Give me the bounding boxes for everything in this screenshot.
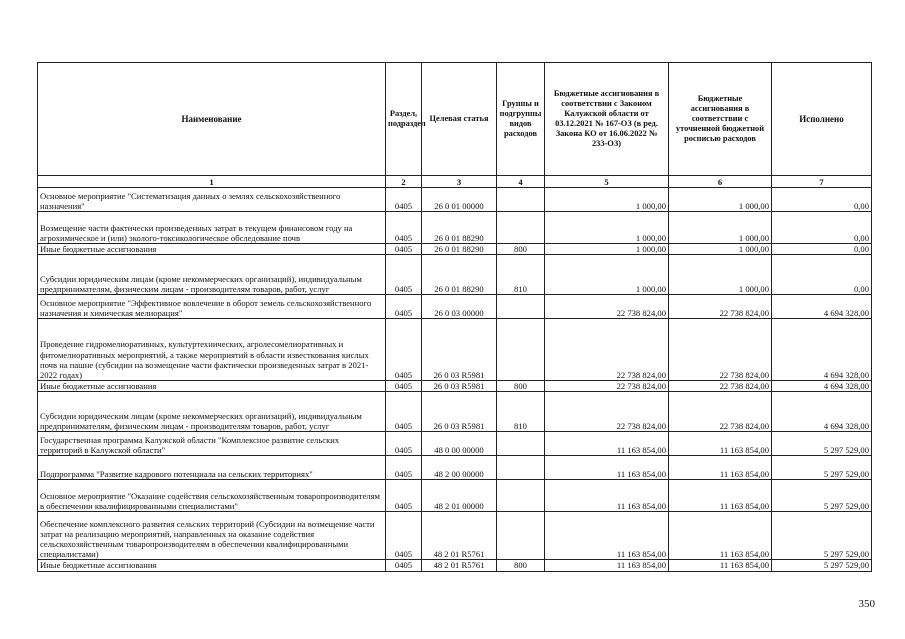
- header-executed: Исполнено: [772, 63, 872, 176]
- row-target: 48 0 00 00000: [422, 432, 497, 456]
- row-executed-amount: 5 297 529,00: [772, 456, 872, 480]
- row-refined-amount: 1 000,00: [669, 188, 772, 212]
- row-executed-amount: 5 297 529,00: [772, 512, 872, 560]
- row-group: [497, 456, 545, 480]
- row-refined-amount: 1 000,00: [669, 244, 772, 255]
- header-section: Раздел, подраздел: [386, 63, 422, 176]
- column-number: 4: [497, 176, 545, 188]
- row-target: 26 0 03 R5981: [422, 319, 497, 381]
- row-executed-amount: 4 694 328,00: [772, 381, 872, 392]
- row-name: Государственная программа Калужской области "Комплексное развитие сельских территорий в Калужской области": [38, 432, 386, 456]
- row-section: 0405: [386, 295, 422, 319]
- row-target: 26 0 01 88290: [422, 255, 497, 295]
- row-target: 26 0 01 88290: [422, 212, 497, 244]
- row-refined-amount: 1 000,00: [669, 212, 772, 244]
- row-refined-amount: 11 163 854,00: [669, 456, 772, 480]
- table-row: [38, 212, 872, 244]
- column-number: 6: [669, 176, 772, 188]
- row-group: [497, 432, 545, 456]
- row-section: 0405: [386, 432, 422, 456]
- row-group: [497, 512, 545, 560]
- row-executed-amount: 0,00: [772, 255, 872, 295]
- row-refined-amount: 11 163 854,00: [669, 480, 772, 512]
- row-target: 48 2 01 R5761: [422, 560, 497, 571]
- row-law-amount: 22 738 824,00: [545, 381, 669, 392]
- row-section: 0405: [386, 512, 422, 560]
- row-group: [497, 295, 545, 319]
- column-number: 5: [545, 176, 669, 188]
- page-number: 350: [858, 598, 875, 610]
- row-law-amount: 11 163 854,00: [545, 480, 669, 512]
- header-refined: Бюджетные ассигнования в соответствии с уточненной бюджетной росписью расходов: [669, 63, 772, 176]
- row-group: [497, 212, 545, 244]
- row-executed-amount: 5 297 529,00: [772, 480, 872, 512]
- row-name: Подпрограмма "Развитие кадрового потенциала на сельских территориях": [38, 456, 386, 480]
- row-refined-amount: 11 163 854,00: [669, 512, 772, 560]
- row-name: Субсидии юридическим лицам (кроме некоммерческих организаций), индивидуальным предпринимателям, физическим лицам - производителям товаров, работ, услуг: [38, 255, 386, 295]
- row-target: 48 2 01 00000: [422, 480, 497, 512]
- table-row: [38, 319, 872, 381]
- table-row: [38, 512, 872, 560]
- row-target: 48 2 00 00000: [422, 456, 497, 480]
- row-name: Иные бюджетные ассигнования: [38, 381, 386, 392]
- row-name: Основное мероприятие "Эффективное вовлечение в оборот земель сельскохозяйственного назначения и химическая мелиорация": [38, 295, 386, 319]
- table-row: [38, 456, 872, 480]
- header-name: Наименование: [38, 63, 386, 176]
- table-row: [38, 295, 872, 319]
- row-section: 0405: [386, 319, 422, 381]
- table-row: [38, 560, 872, 571]
- row-group: [497, 480, 545, 512]
- row-group: 810: [497, 392, 545, 432]
- row-refined-amount: 22 738 824,00: [669, 319, 772, 381]
- row-target: 26 0 03 R5981: [422, 392, 497, 432]
- row-executed-amount: 0,00: [772, 212, 872, 244]
- row-law-amount: 22 738 824,00: [545, 392, 669, 432]
- row-executed-amount: 4 694 328,00: [772, 392, 872, 432]
- row-executed-amount: 0,00: [772, 188, 872, 212]
- table-row: [38, 188, 872, 212]
- row-law-amount: 11 163 854,00: [545, 456, 669, 480]
- row-refined-amount: 22 738 824,00: [669, 381, 772, 392]
- row-section: 0405: [386, 560, 422, 571]
- header-law: Бюджетные ассигнования в соответствии с Законом Калужской области от 03.12.2021 № 167-ОЗ (в ред. Закона КО от 16.06.2022 № 233-ОЗ): [545, 63, 669, 176]
- row-law-amount: 1 000,00: [545, 212, 669, 244]
- row-section: 0405: [386, 392, 422, 432]
- row-law-amount: 22 738 824,00: [545, 319, 669, 381]
- row-executed-amount: 4 694 328,00: [772, 295, 872, 319]
- header-row: [38, 63, 872, 176]
- table-row: [38, 255, 872, 295]
- budget-table: [37, 62, 872, 572]
- row-name: Иные бюджетные ассигнования: [38, 244, 386, 255]
- table-row: [38, 392, 872, 432]
- row-target: 26 0 01 88290: [422, 244, 497, 255]
- row-name: Проведение гидромелиоративных, культуртехнических, агролесомелиоративных и фитомелиоративных мероприятий, а также мероприятий в области известкования кислых почв на пашне (субсидии на возмещение части фактически произведенных затрат в 2021-2022 годах): [38, 319, 386, 381]
- row-executed-amount: 5 297 529,00: [772, 432, 872, 456]
- row-target: 26 0 03 00000: [422, 295, 497, 319]
- row-group: 800: [497, 381, 545, 392]
- table-row: [38, 480, 872, 512]
- row-section: 0405: [386, 255, 422, 295]
- row-section: 0405: [386, 456, 422, 480]
- table-row: [38, 381, 872, 392]
- row-law-amount: 11 163 854,00: [545, 560, 669, 571]
- column-number: 1: [38, 176, 386, 188]
- column-number: 2: [386, 176, 422, 188]
- header-groups: Группы и подгруппы видов расходов: [497, 63, 545, 176]
- row-name: Иные бюджетные ассигнования: [38, 560, 386, 571]
- row-section: 0405: [386, 381, 422, 392]
- row-section: 0405: [386, 480, 422, 512]
- row-target: 26 0 03 R5981: [422, 381, 497, 392]
- row-name: Основное мероприятие "Систематизация данных о землях сельскохозяйственного назначения": [38, 188, 386, 212]
- row-section: 0405: [386, 212, 422, 244]
- table-row: [38, 432, 872, 456]
- table-row: [38, 244, 872, 255]
- budget-sheet: [37, 62, 871, 572]
- row-law-amount: 11 163 854,00: [545, 432, 669, 456]
- row-refined-amount: 22 738 824,00: [669, 392, 772, 432]
- row-group: 800: [497, 560, 545, 571]
- row-section: 0405: [386, 188, 422, 212]
- column-number: 7: [772, 176, 872, 188]
- row-name: Субсидии юридическим лицам (кроме некоммерческих организаций), индивидуальным предпринимателям, физическим лицам - производителям товаров, работ, услуг: [38, 392, 386, 432]
- row-law-amount: 22 738 824,00: [545, 295, 669, 319]
- row-name: Обеспечение комплексного развития сельских территорий (Субсидии на возмещение части затрат на реализацию мероприятий, направленных на оказание содействия сельскохозяйственным товаропроизводителям в обеспечении квалифицированными специалистами): [38, 512, 386, 560]
- row-refined-amount: 11 163 854,00: [669, 560, 772, 571]
- row-executed-amount: 4 694 328,00: [772, 319, 872, 381]
- row-name: Основное мероприятие "Оказание содействия сельскохозяйственным товаропроизводителям в обеспечении квалифицированными специалистами": [38, 480, 386, 512]
- row-target: 48 2 01 R5761: [422, 512, 497, 560]
- row-group: [497, 319, 545, 381]
- row-refined-amount: 11 163 854,00: [669, 432, 772, 456]
- row-group: 800: [497, 244, 545, 255]
- row-target: 26 0 01 00000: [422, 188, 497, 212]
- row-law-amount: 1 000,00: [545, 188, 669, 212]
- row-law-amount: 1 000,00: [545, 244, 669, 255]
- header-target: Целевая статья: [422, 63, 497, 176]
- row-name: Возмещение части фактически произведенных затрат в текущем финансовом году на агрохимическое и (или) эколого-токсикологическое обследование почв: [38, 212, 386, 244]
- row-section: 0405: [386, 244, 422, 255]
- row-law-amount: 11 163 854,00: [545, 512, 669, 560]
- row-refined-amount: 22 738 824,00: [669, 295, 772, 319]
- column-number: 3: [422, 176, 497, 188]
- row-group: 810: [497, 255, 545, 295]
- column-number-row: [38, 176, 872, 188]
- row-group: [497, 188, 545, 212]
- row-executed-amount: 5 297 529,00: [772, 560, 872, 571]
- row-law-amount: 1 000,00: [545, 255, 669, 295]
- row-executed-amount: 0,00: [772, 244, 872, 255]
- row-refined-amount: 1 000,00: [669, 255, 772, 295]
